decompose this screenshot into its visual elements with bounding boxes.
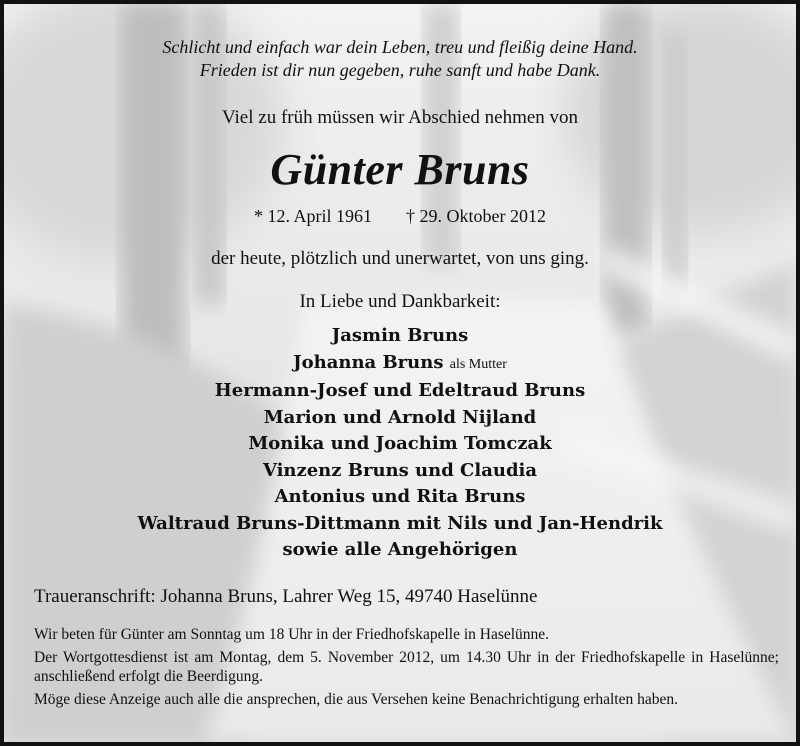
verse-line-1: Schlicht und einfach war dein Leben, treu und fleißig deine Hand. — [162, 37, 638, 57]
family-member: Marion und Arnold Nijland — [263, 406, 537, 428]
verse-line-2: Frieden ist dir nun gegeben, ruhe sanft und habe Dank. — [199, 60, 601, 80]
intro-text: Viel zu früh müssen wir Abschied nehmen von — [221, 107, 579, 128]
life-dates — [4, 206, 796, 227]
family-member: Waltraud Bruns-Dittmann mit Nils und Jan-Hendrik — [137, 512, 663, 534]
departure-text: der heute, plötzlich und unerwartet, von uns ging. — [211, 248, 589, 269]
obituary-content — [4, 4, 796, 742]
family-list — [4, 323, 796, 564]
mourning-address: Traueranschrift: Johanna Bruns, Lahrer Weg 15, 49740 Haselünne — [34, 586, 538, 607]
death-date: † 29. Oktober 2012 — [406, 206, 546, 226]
family-member: Hermann-Josef und Edeltraud Bruns — [214, 380, 586, 401]
family-member: sowie alle Angehörigen — [282, 539, 518, 560]
family-member: Johanna Bruns als Mutter — [293, 351, 507, 373]
family-member: Antonius und Rita Bruns — [274, 486, 526, 507]
family-member: Jasmin Bruns — [331, 325, 469, 346]
apology-notice: Möge diese Anzeige auch alle die ansprechen, die aus Versehen keine Benachrichtigung erhalten haben. — [34, 691, 678, 708]
birth-date: * 12. April 1961 — [254, 206, 373, 226]
family-member: Vinzenz Bruns und Claudia — [262, 459, 538, 481]
funeral-notice: Der Wortgottesdienst ist am Montag, dem 5. November 2012, um 14.30 Uhr in der Friedhofskapelle in Haselünne; anschließend erfolgt die Beerdigung. — [34, 649, 779, 685]
deceased-name: Günter Bruns — [270, 145, 530, 194]
thanks-text: In Liebe und Dankbarkeit: — [299, 291, 501, 312]
relation-note: als Mutter — [449, 356, 507, 372]
notices — [34, 625, 779, 713]
family-member: Monika und Joachim Tomczak — [248, 433, 552, 454]
prayer-notice: Wir beten für Günter am Sonntag um 18 Uhr in der Friedhofskapelle in Haselünne. — [34, 626, 550, 643]
